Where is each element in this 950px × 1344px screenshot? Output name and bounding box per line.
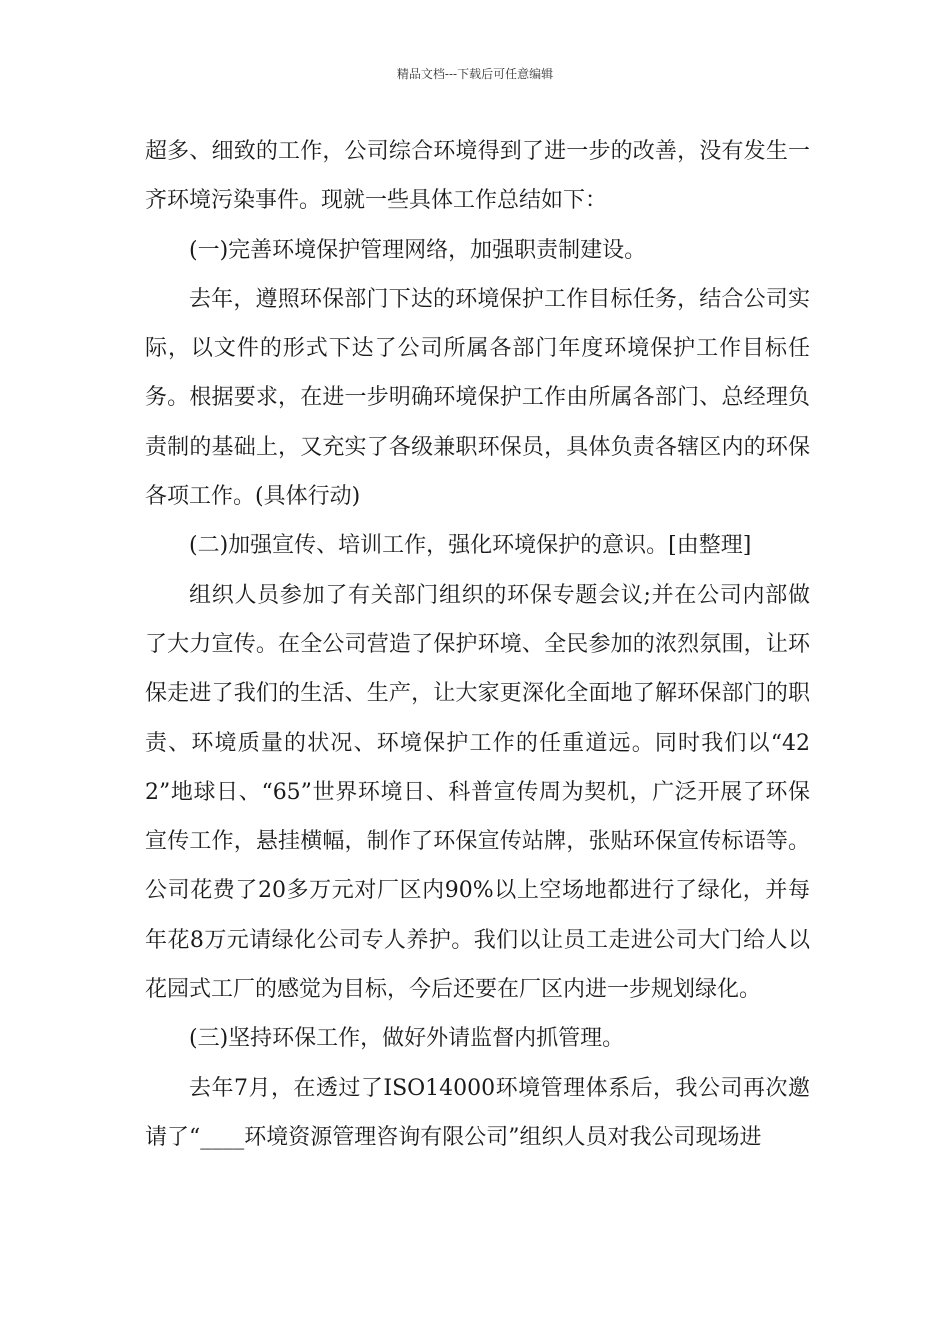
paragraph-5: 组织人员参加了有关部门组织的环保专题会议;并在公司内部做了大力宣传。在全公司营造了保护环境、全民参加的浓烈氛围，让环保走进了我们的生活、生产，让大家更深化全面地了解环保部门的职责、环境质量的状况、环境保护工作的任重道远。同时我们以“422”地球日、“65”世界环境日、科普宣传周为契机，广泛开展了环保宣传工作，悬挂横幅，制作了环保宣传站牌，张贴环保宣传标语等。公司花费了20多万元对厂区内90%以上空场地都进行了绿化，并每年花8万元请绿化公司专人养护。我们以让员工走进公司大门给人以花园式工厂的感觉为目标，今后还要在厂区内进一步规划绿化。 <box>145 582 810 1003</box>
paragraph-6: (三)坚持环保工作，做好外请监督内抓管理。 <box>189 1026 625 1052</box>
paragraph-3: 去年，遵照环保部门下达的环境保护工作目标任务，结合公司实际，以文件的形式下达了公司所属各部门年度环境保护工作目标任务。根据要求，在进一步明确环境保护工作由所属各部门、总经理负责制的基础上，又充实了各级兼职环保员，具体负责各辖区内的环保各项工作。(具体行动) <box>145 286 810 510</box>
paragraph-7: 去年7月，在透过了ISO14000环境管理体系后，我公司再次邀请了“____环境资源管理咨询有限公司”组织人员对我公司现场进 <box>145 1075 810 1150</box>
page-header: 精品文档---下载后可任意编辑 <box>396 67 554 81</box>
paragraph-4: (二)加强宣传、培训工作，强化环境保护的意识。[由整理] <box>189 533 752 559</box>
document-body <box>145 127 810 1162</box>
paragraph-2: (一)完善环境保护管理网络，加强职责制建设。 <box>189 237 647 263</box>
paragraph-1: 超多、细致的工作，公司综合环境得到了进一步的改善，没有发生一齐环境污染事件。现就一些具体工作总结如下： <box>145 139 810 214</box>
